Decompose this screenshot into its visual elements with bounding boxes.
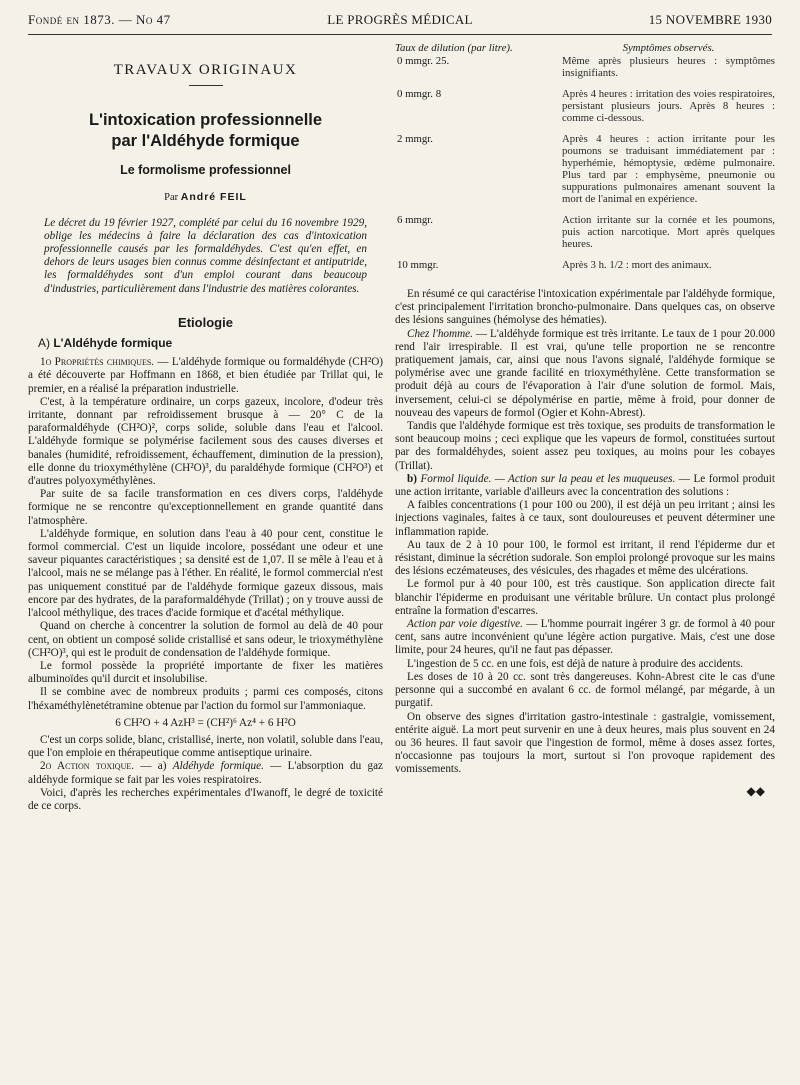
section-heading: TRAVAUX ORIGINAUX: [113, 62, 298, 78]
table-row: [395, 259, 775, 280]
paragraph: Le formol possède la propriété importante de fixer les matières albuminoïdes qu'il durcit et insolubilise.: [28, 659, 383, 686]
founded-issue: Fondé en 1873. — No 47: [28, 12, 171, 27]
end-mark-icon: ◆◆: [746, 783, 765, 798]
paragraph: L'aldéhyde formique, en solution dans l'eau à 40 pour cent, constitue le formol commercial. C'est un liquide incolore, possédant une odeur et une saveur piquantes caractéristiques ; sa densité est de 1,07. Il se mêle à l'eau et à l'alcool, mais ne se mélange pas à l'éther. En réalité, le formol commercial n'est pas uniquement constitué par de l'aldéhyde formique gazeux dissous, mais encore par des hydrates, de la paraformaldéhyde (Trillat) ; on y trouve aussi de l'alcool méthylique, des traces d'acide formique et d'acétal méthylique.: [28, 527, 383, 620]
paragraph: En résumé ce qui caractérise l'intoxication expérimentale par l'aldéhyde formique, c'est principalement l'irritation broncho-pulmonaire. Dans quelques cas, on observe des lésions sanguines (hémolyse des hématies).: [395, 288, 775, 327]
symptoms-cell: Action irritante sur la cornée et les poumons, puis action narcotique. Mort après quelques heures.: [562, 214, 775, 250]
paragraph-proprietes-lead: 1o Propriétés chimiques.: [40, 356, 155, 369]
running-header: [28, 12, 772, 32]
formol-liquide-prefix: b): [407, 472, 421, 485]
column-header-dose: Taux de dilution (par litre).: [395, 42, 513, 54]
article-title: [28, 110, 383, 152]
paragraph-voie-digestive: [395, 618, 775, 658]
action-toxique-text: — L'absorption du gaz aldéhyde formique se fait par les voies respiratoires.: [28, 760, 383, 786]
chez-homme-text: — L'aldéhyde formique est très irritante. Le taux de 1 pour 20.000 rend l'air irrespirable. Il est vrai, qu'une telle proportion ne se rencontre pratiquement jamais, car, ainsi que nous l'avons signalé, l'aldéhyde formique se polymérise avec une grande facilité en trioxyméthylène. Cette transformation se produit déjà au cours de l'évaporation à l'air d'une solution de formol. Mais, inversement, celui-ci se dépolymérise en partie, même à froid, pour donner de nouveau des vapeurs de formol (Ogier et Kohn-Abrest).: [395, 327, 776, 419]
paragraph-proprietes-text: — L'aldéhyde formique ou formaldéhyde (CH²O) a été découverte par Hoffmann en 1868, et bien étudiée par Trillat qui, le premier, en a réalisé la préparation industrielle.: [28, 356, 383, 395]
formol-liquide-lead: Formol liquide. — Action sur la peau et les muqueuses.: [420, 472, 676, 485]
chemical-formula: 6 CH²O + 4 AzH³ = (CH²)⁶ Az⁴ + 6 H²O: [115, 716, 296, 729]
paragraph-formol-liquide: [395, 473, 775, 499]
paragraph: Les doses de 10 à 20 cc. sont très dangereuses. Kohn-Abrest cite le cas d'une personne qui a succombé en avalant 6 cc. de formol mélangé, par mégarde, à un purgatif.: [395, 670, 775, 710]
paragraph: Voici, d'après les recherches expérimentales d'Iwanoff, le degré de toxicité de ce corps.: [28, 786, 383, 812]
subsection-a-title: L'Aldéhyde formique: [53, 336, 173, 351]
voie-digestive-lead: Action par voie digestive.: [407, 618, 523, 631]
paragraph: Au taux de 2 à 10 pour 100, le formol est irritant, il rend l'épiderme dur et résistant, diminue la sécrétion sudorale. Son emploi prolongé provoque sur les mains des lésions eczémateuses, des vésicules, des rhagades et même des ulcérations.: [395, 538, 775, 578]
article-subtitle: Le formolisme professionnel: [120, 163, 291, 178]
dose-cell: 2 mmgr.: [397, 133, 433, 145]
dose-cell: 10 mmgr.: [397, 259, 439, 271]
symptoms-cell: Après 4 heures : action irritante pour les poumons se traduisant immédiatement par : hyperhémie, hémoptysie, œdème pulmonaire. Plus tard par : emphysème, pneumonie ou suppurations pulmonaires amenant souvent la mort de l'animal en expérience.: [562, 133, 775, 205]
toxicity-table: [395, 42, 775, 280]
byline: [28, 191, 383, 204]
action-toxique-subtitle: Aldéhyde formique.: [172, 760, 264, 773]
table-row: [395, 133, 775, 214]
etiologie-heading: Etiologie: [178, 314, 233, 330]
column-header-symptoms: Symptômes observés.: [622, 42, 715, 54]
paragraph: C'est un corps solide, blanc, cristallisé, inerte, non volatil, soluble dans l'eau, que l'on emploie en thérapeutique comme antiseptique urinaire.: [28, 733, 383, 760]
dose-cell: 0 mmgr. 8: [397, 88, 442, 100]
symptoms-cell: Même après plusieurs heures : symptômes insignifiants.: [562, 55, 775, 79]
paragraph: Par suite de sa facile transformation en ces divers corps, l'aldéhyde formique ne se rencontre qu'exceptionnellement en grande quantité dans l'atmosphère.: [28, 488, 383, 527]
byline-author: André FEIL: [180, 191, 247, 204]
paragraph: L'ingestion de 5 cc. en une fois, est déjà de nature à produire des accidents.: [407, 657, 743, 670]
paragraph: On observe des signes d'irritation gastro-intestinale : gastralgie, vomissement, entérite aiguë. La mort peut survenir en une à deux heures, mais plus souvent en 24 ou 36 heures. Il faut savoir que l'ingestion de formol, même à doses assez fortes, n'occasionne pas toujours la mort, surtout si l'on provoque rapidement des vomissements.: [395, 710, 775, 776]
paragraph-action-toxique: [28, 760, 383, 786]
article-title-line-2: par l'Aldéhyde formique: [111, 132, 300, 151]
toxicity-table-header: [395, 42, 775, 55]
article-title-line-1: L'intoxication professionnelle: [88, 111, 323, 130]
byline-prefix: Par: [164, 192, 179, 204]
dose-cell: 6 mmgr.: [397, 214, 433, 226]
paragraph-proprietes: [28, 356, 383, 396]
paragraph: Tandis que l'aldéhyde formique est très toxique, ses produits de transformation le sont beaucoup moins ; ceci explique que les vapeurs de formol, constituées surtout par des formaldéhydes, soient assez peu toxiques, au moins pour les cobayes (Trillat).: [395, 420, 775, 472]
action-toxique-sub: — a): [134, 760, 173, 773]
intro-paragraph: Le décret du 19 février 1927, complété par celui du 16 novembre 1929, oblige les médecins à faire la déclaration des cas d'intoxication professionnelle causés par les formaldéhydes. C'est qu'en effet, en dehors de leurs usages bien connus comme désinfectant et antiputride, les formaldéhydes sont d'un emploi courant dans beaucoup d'industries, particulièrement dans l'industrie des matières colorantes.: [44, 216, 367, 295]
header-rule: [28, 34, 772, 35]
left-column: [28, 42, 383, 813]
paragraph: Quand on cherche à concentrer la solution de formol au delà de 40 pour cent, on obtient un composé solide cristallisé et sans odeur, le trioxyméthylène (CH²O)³, qui est le produit de condensation de l'aldéhyde formique.: [28, 620, 383, 659]
chez-homme-lead: Chez l'homme.: [407, 327, 473, 340]
paragraph: Il se combine avec de nombreux produits ; parmi ces composés, citons l'héxaméthylènetétramine obtenue par l'action du formol sur l'ammoniaque.: [28, 686, 383, 712]
symptoms-cell: Après 4 heures : irritation des voies respiratoires, persistant plusieurs jours. Après 8 heures : comme ci-dessous.: [562, 88, 775, 124]
right-column: [395, 42, 775, 798]
journal-title: LE PROGRÈS MÉDICAL: [327, 12, 473, 27]
paragraph: Le formol pur à 40 pour 100, est très caustique. Son application directe fait blanchir l'épiderme en produisant une véritable brûlure. Un contact plus prolongé entraîne la formation d'escarres.: [395, 578, 775, 617]
dose-cell: 0 mmgr. 25.: [397, 55, 450, 67]
table-row: [395, 88, 775, 133]
subsection-a-prefix: A): [38, 336, 50, 351]
symptoms-cell: Après 3 h. 1/2 : mort des animaux.: [562, 259, 712, 271]
issue-date: 15 NOVEMBRE 1930: [648, 12, 772, 27]
table-row: [395, 214, 775, 259]
section-rule: [189, 85, 223, 86]
paragraph: C'est, à la température ordinaire, un corps gazeux, incolore, d'odeur très irritante, donnant par refroidissement brusque à — 20° C de la paraformaldéhyde (CH²O)², corps solide, soluble dans l'eau et l'alcool. L'aldéhyde formique se polymérise facilement sous des causes diverses et banales (humidité, refroidissement, échauffement, diminution de la pression), elle donne du trioxyméthylène (CH²O)³, du paraldéhyde formique (CH²O³) et d'autres polyoxyméthylènes.: [28, 395, 383, 488]
voie-digestive-text: — L'homme pourrait ingérer 3 gr. de formol à 40 pour cent, sans autre inconvénient qu'une légère action purgative. Mais, c'est une dose limite, pour 24 heures, qu'il ne faut pas dépasser.: [395, 618, 776, 657]
subsection-a-heading: [38, 337, 383, 350]
formol-liquide-text: — Le formol produit une action irritante, variable d'ailleurs avec la concentration des solutions :: [395, 472, 775, 499]
paragraph: A faibles concentrations (1 pour 100 ou 200), il est déjà un peu irritant ; ainsi les injections vaginales, faites à ce taux, sont douloureuses et peuvent déterminer une inflammation rapide.: [395, 499, 775, 538]
action-toxique-lead: 2o Action toxique.: [40, 760, 135, 773]
paragraph-chez-homme: [395, 328, 775, 420]
table-row: [395, 55, 775, 88]
